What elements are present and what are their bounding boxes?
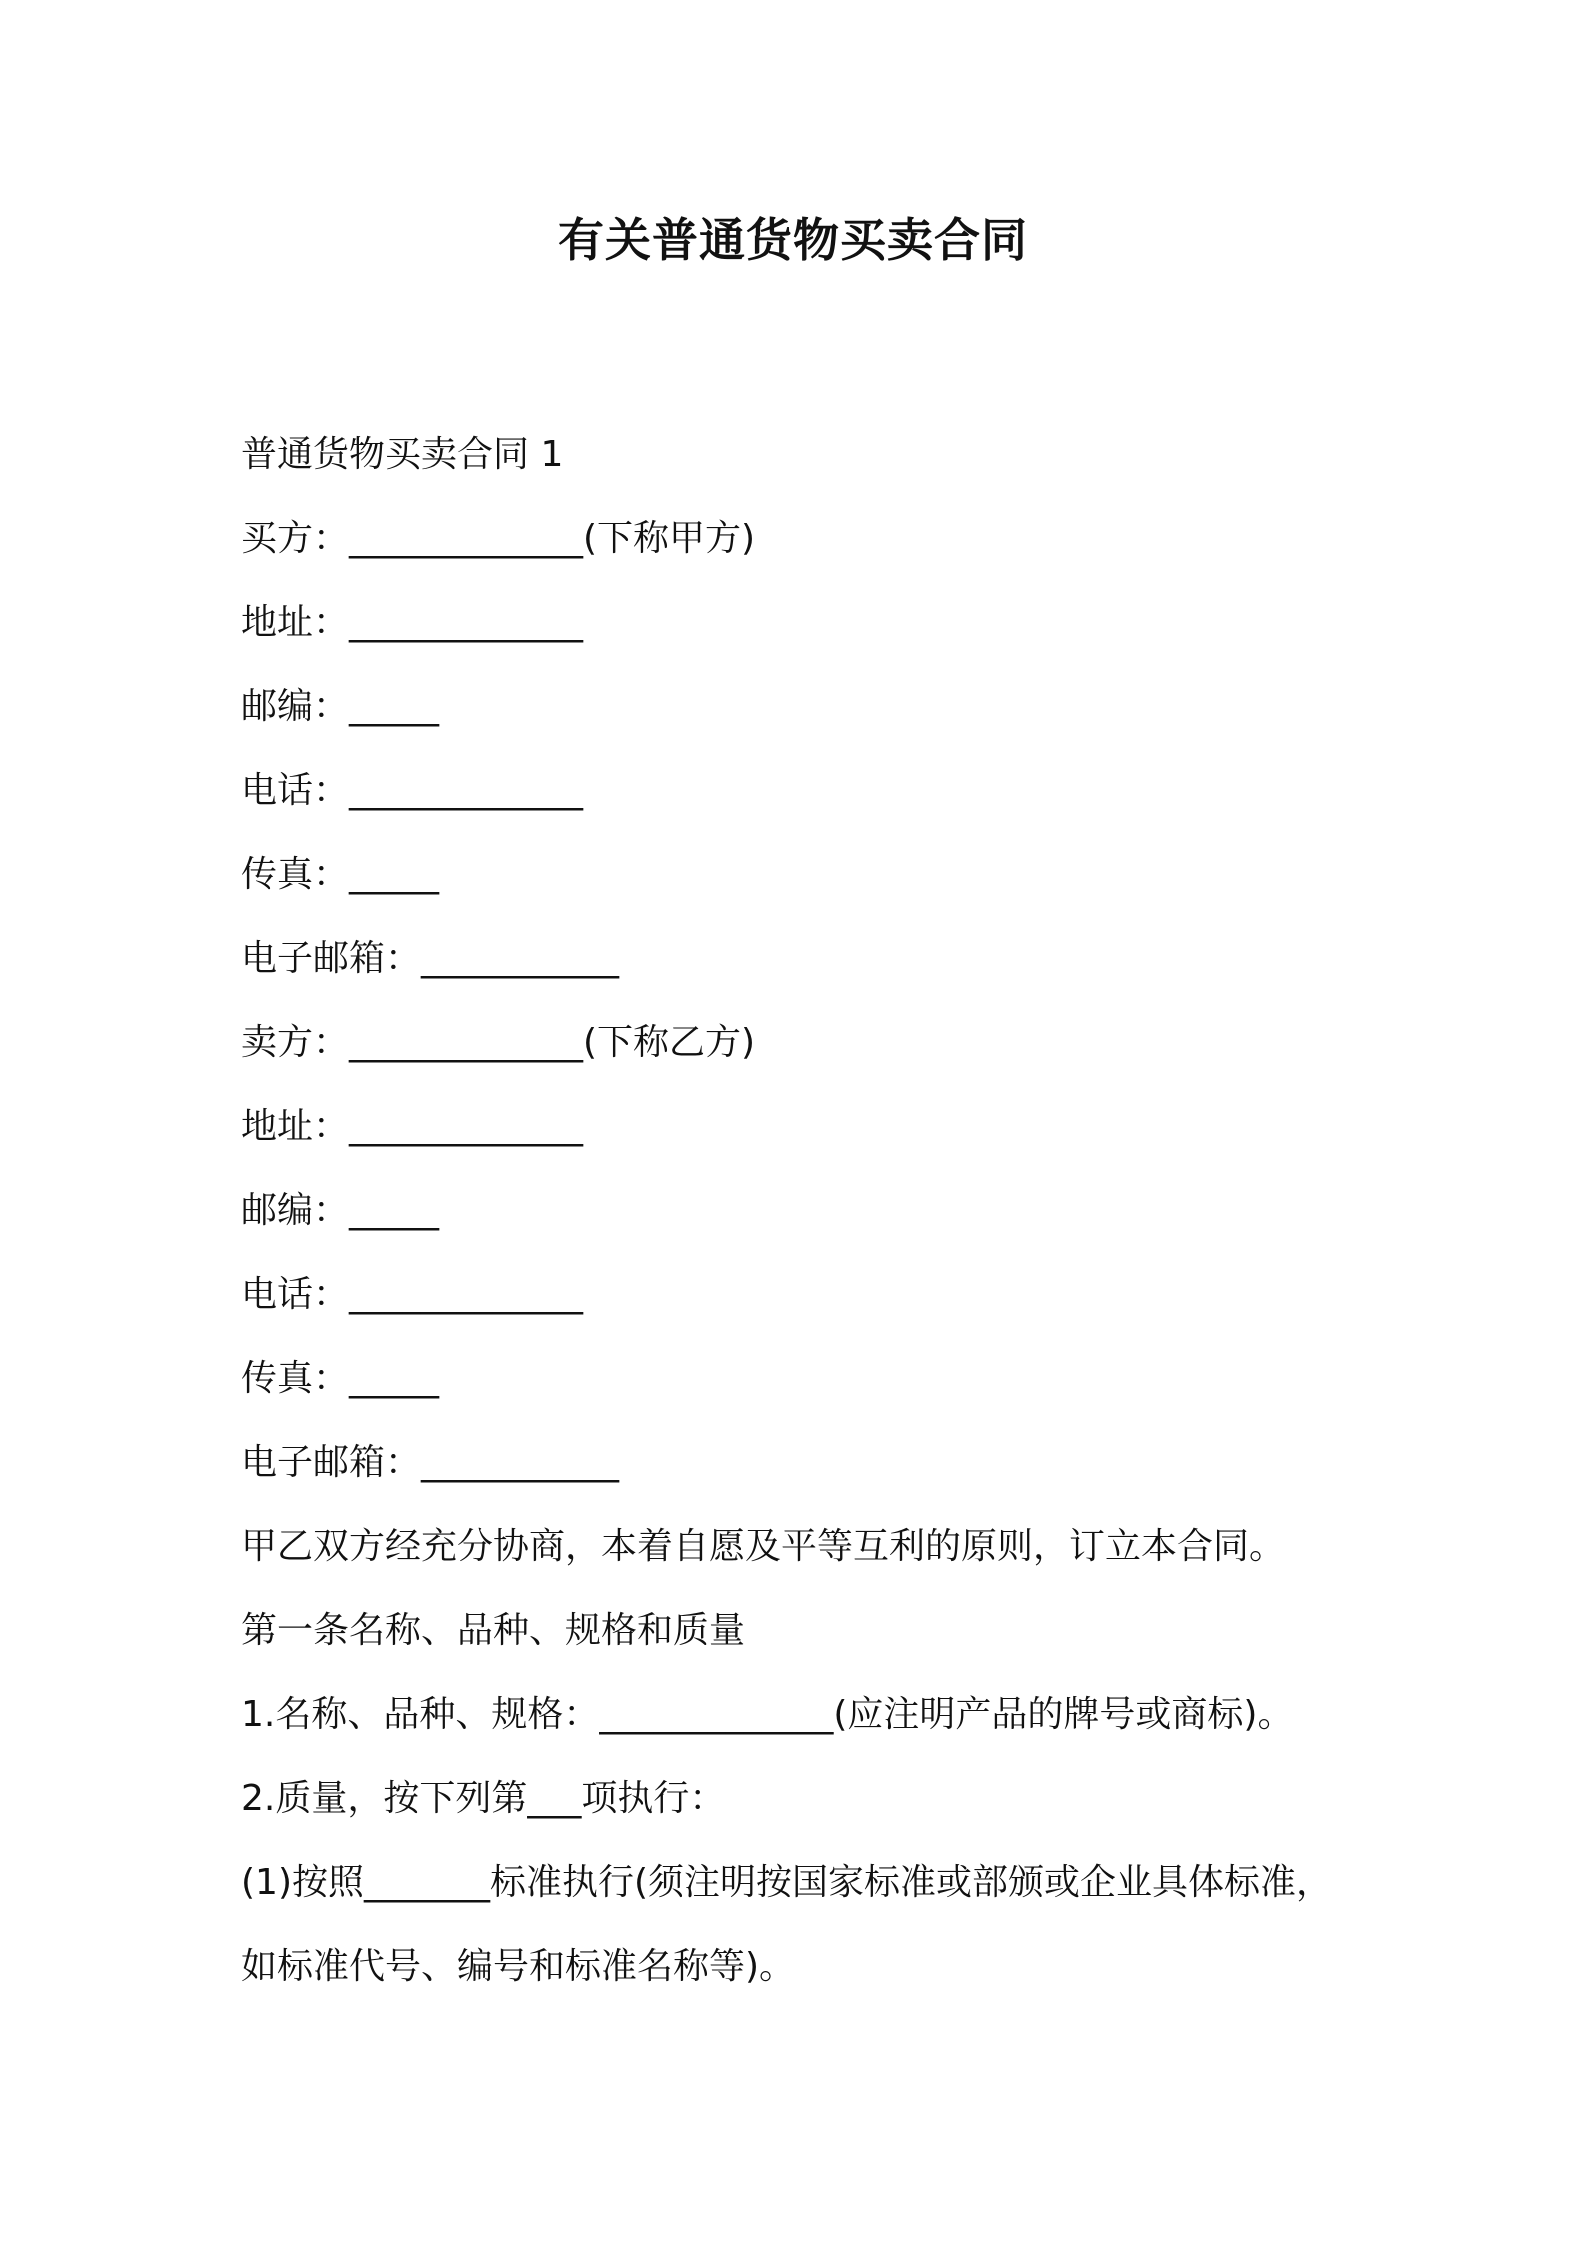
clause-name-spec: 1.名称、品种、规格：_____________(应注明产品的牌号或商标)。 (241, 1694, 1294, 1735)
buyer-address-line: 地址：_____________ (241, 602, 584, 643)
clause-quality: 2.质量，按下列第___项执行： (241, 1778, 726, 1819)
contract-subtitle: 普通货物买卖合同 1 (241, 434, 564, 475)
seller-phone-line: 电话：_____________ (241, 1274, 584, 1315)
seller-email-line: 电子邮箱：___________ (241, 1442, 620, 1483)
buyer-line: 买方：_____________(下称甲方) (241, 518, 756, 559)
document-body (241, 413, 1391, 2009)
buyer-postcode-line: 邮编：_____ (241, 686, 440, 727)
buyer-phone-line: 电话：_____________ (241, 770, 584, 811)
buyer-email-line: 电子邮箱：___________ (241, 938, 620, 979)
document-title: 有关普通货物买卖合同 (558, 213, 1028, 267)
article-one-heading: 第一条名称、品种、规格和质量 (241, 1610, 746, 1651)
seller-address-line: 地址：_____________ (241, 1106, 584, 1147)
seller-line: 卖方：_____________(下称乙方) (241, 1022, 756, 1063)
clause-quality-standard: (1)按照_______标准执行(须注明按国家标准或部颁或企业具体标准， (241, 1862, 1333, 1903)
clause-quality-standard-continued: 如标准代号、编号和标准名称等)。 (241, 1946, 796, 1987)
seller-postcode-line: 邮编：_____ (241, 1190, 440, 1231)
seller-fax-line: 传真：_____ (241, 1358, 440, 1399)
preamble-paragraph: 甲乙双方经充分协商，本着自愿及平等互利的原则，订立本合同。 (241, 1526, 1286, 1567)
buyer-fax-line: 传真：_____ (241, 854, 440, 895)
